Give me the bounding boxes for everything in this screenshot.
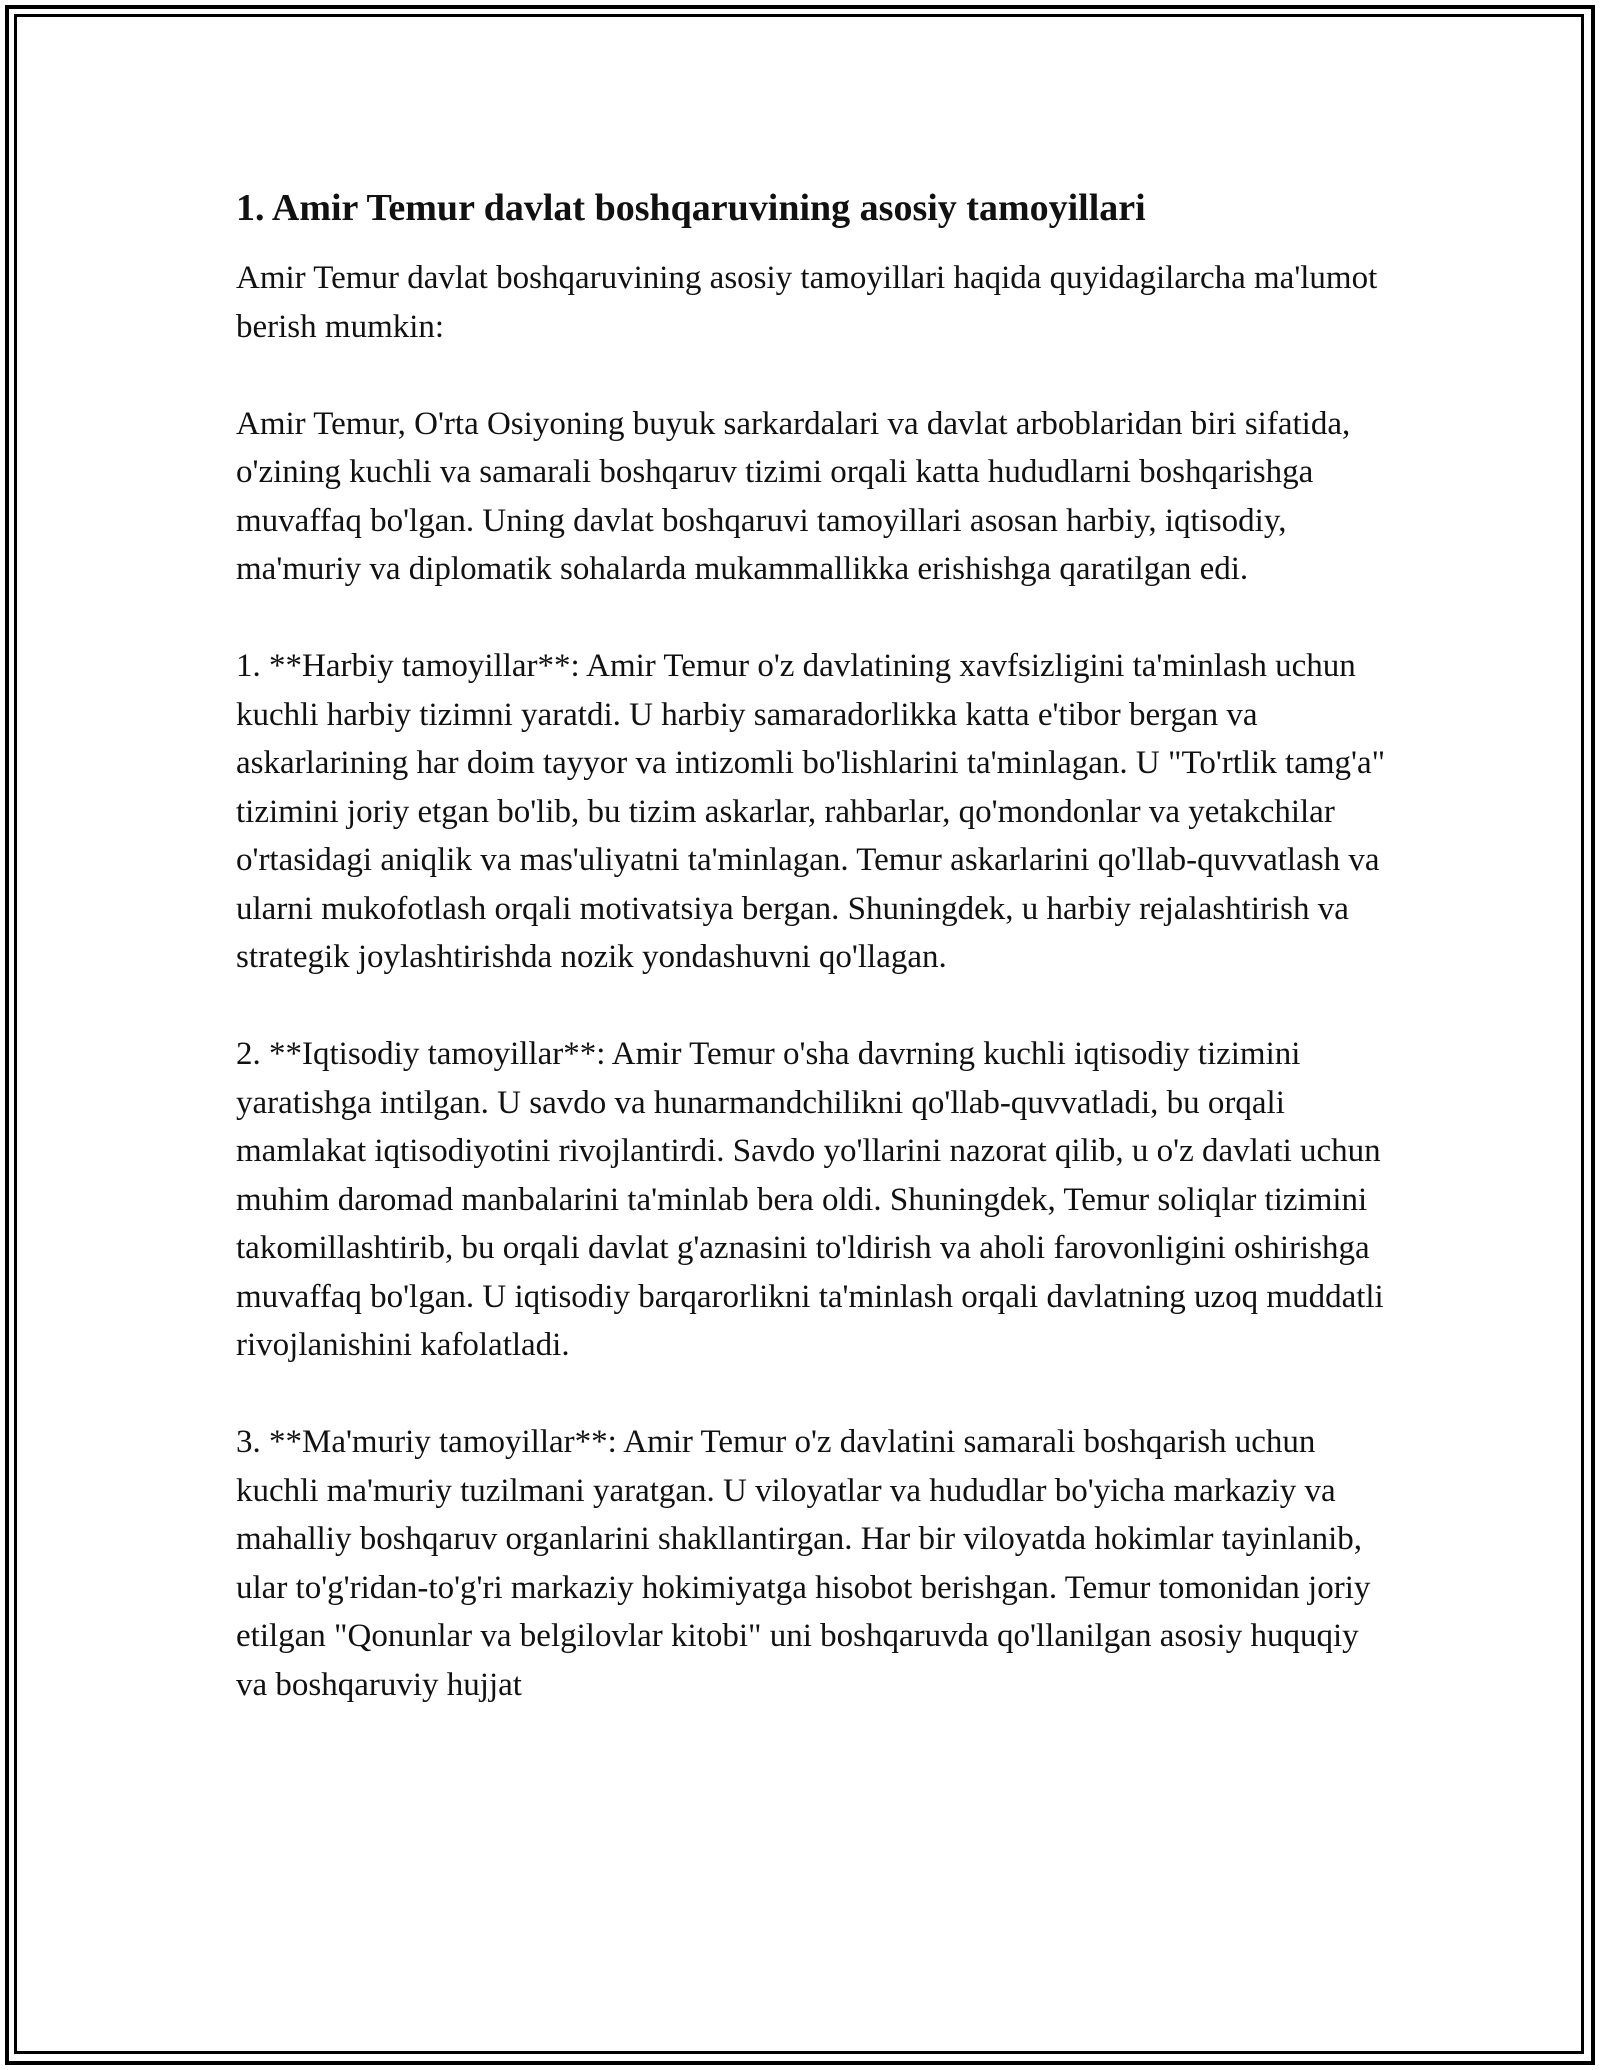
document-body — [236, 184, 1386, 1709]
intro-paragraph: Amir Temur davlat boshqaruvining asosiy tamoyillari haqida quyidagilarcha ma'lumot berish mumkin: — [236, 260, 1378, 345]
overview-paragraph: Amir Temur, O'rta Osiyoning buyuk sarkardalari va davlat arboblaridan biri sifatida, o'zining kuchli va samarali boshqaruv tizimi orqali katta hududlarni boshqarishga muvaffaq bo'lgan. Uning davlat boshqaruvi tamoyillari asosan harbiy, iqtisodiy, ma'muriy va diplomatik sohalarda mukammallikka erishishga qaratilgan edi. — [236, 405, 1351, 587]
administrative-principles-paragraph: 3. **Ma'muriy tamoyillar**: Amir Temur o'z davlatini samarali boshqarish uchun kuchli ma'muriy tuzilmani yaratgan. U viloyatlar va hududlar bo'yicha markaziy va mahalliy boshqaruv organlarini shakllantirgan. Har bir viloyatda hokimlar tayinlanib, ular to'g'ridan-to'g'ri markaziy hokimiyatga hisobot berishgan. Temur tomonidan joriy etilgan "Qonunlar va belgilovlar kitobi" uni boshqaruvda qo'llanilgan asosiy huquqiy va boshqaruviy hujjat — [236, 1424, 1371, 1703]
economic-principles-paragraph: 2. **Iqtisodiy tamoyillar**: Amir Temur o'sha davrning kuchli iqtisodiy tizimini yaratishga intilgan. U savdo va hunarmandchilikni qo'llab-quvvatladi, bu orqali mamlakat iqtisodiyotini rivojlantirdi. Savdo yo'llarini nazorat qilib, u o'z davlati uchun muhim daromad manbalarini ta'minlab bera oldi. Shuningdek, Temur soliqlar tizimini takomillashtirib, bu orqali davlat g'aznasini to'ldirish va aholi farovonligini oshirishga muvaffaq bo'lgan. U iqtisodiy barqarorlikni ta'minlash orqali davlatning uzoq muddatli rivojlanishini kafolatladi. — [236, 1036, 1384, 1363]
document-heading: 1. Amir Temur davlat boshqaruvining asosiy tamoyillari — [236, 187, 1146, 229]
military-principles-paragraph: 1. **Harbiy tamoyillar**: Amir Temur o'z davlatining xavfsizligini ta'minlash uchun kuchli harbiy tizimni yaratdi. U harbiy samaradorlikka katta e'tibor bergan va askarlarining har doim tayyor va intizomli bo'lishlarini ta'minlagan. U "To'rtlik tamg'a" tizimini joriy etgan bo'lib, bu tizim askarlar, rahbarlar, qo'mondonlar va yetakchilar o'rtasidagi aniqlik va mas'uliyatni ta'minlagan. Temur askarlarini qo'llab-quvvatlash va ularni mukofotlash orqali motivatsiya bergan. Shuningdek, u harbiy rejalashtirish va strategik joylashtirishda nozik yondashuvni qo'llagan. — [236, 648, 1386, 975]
